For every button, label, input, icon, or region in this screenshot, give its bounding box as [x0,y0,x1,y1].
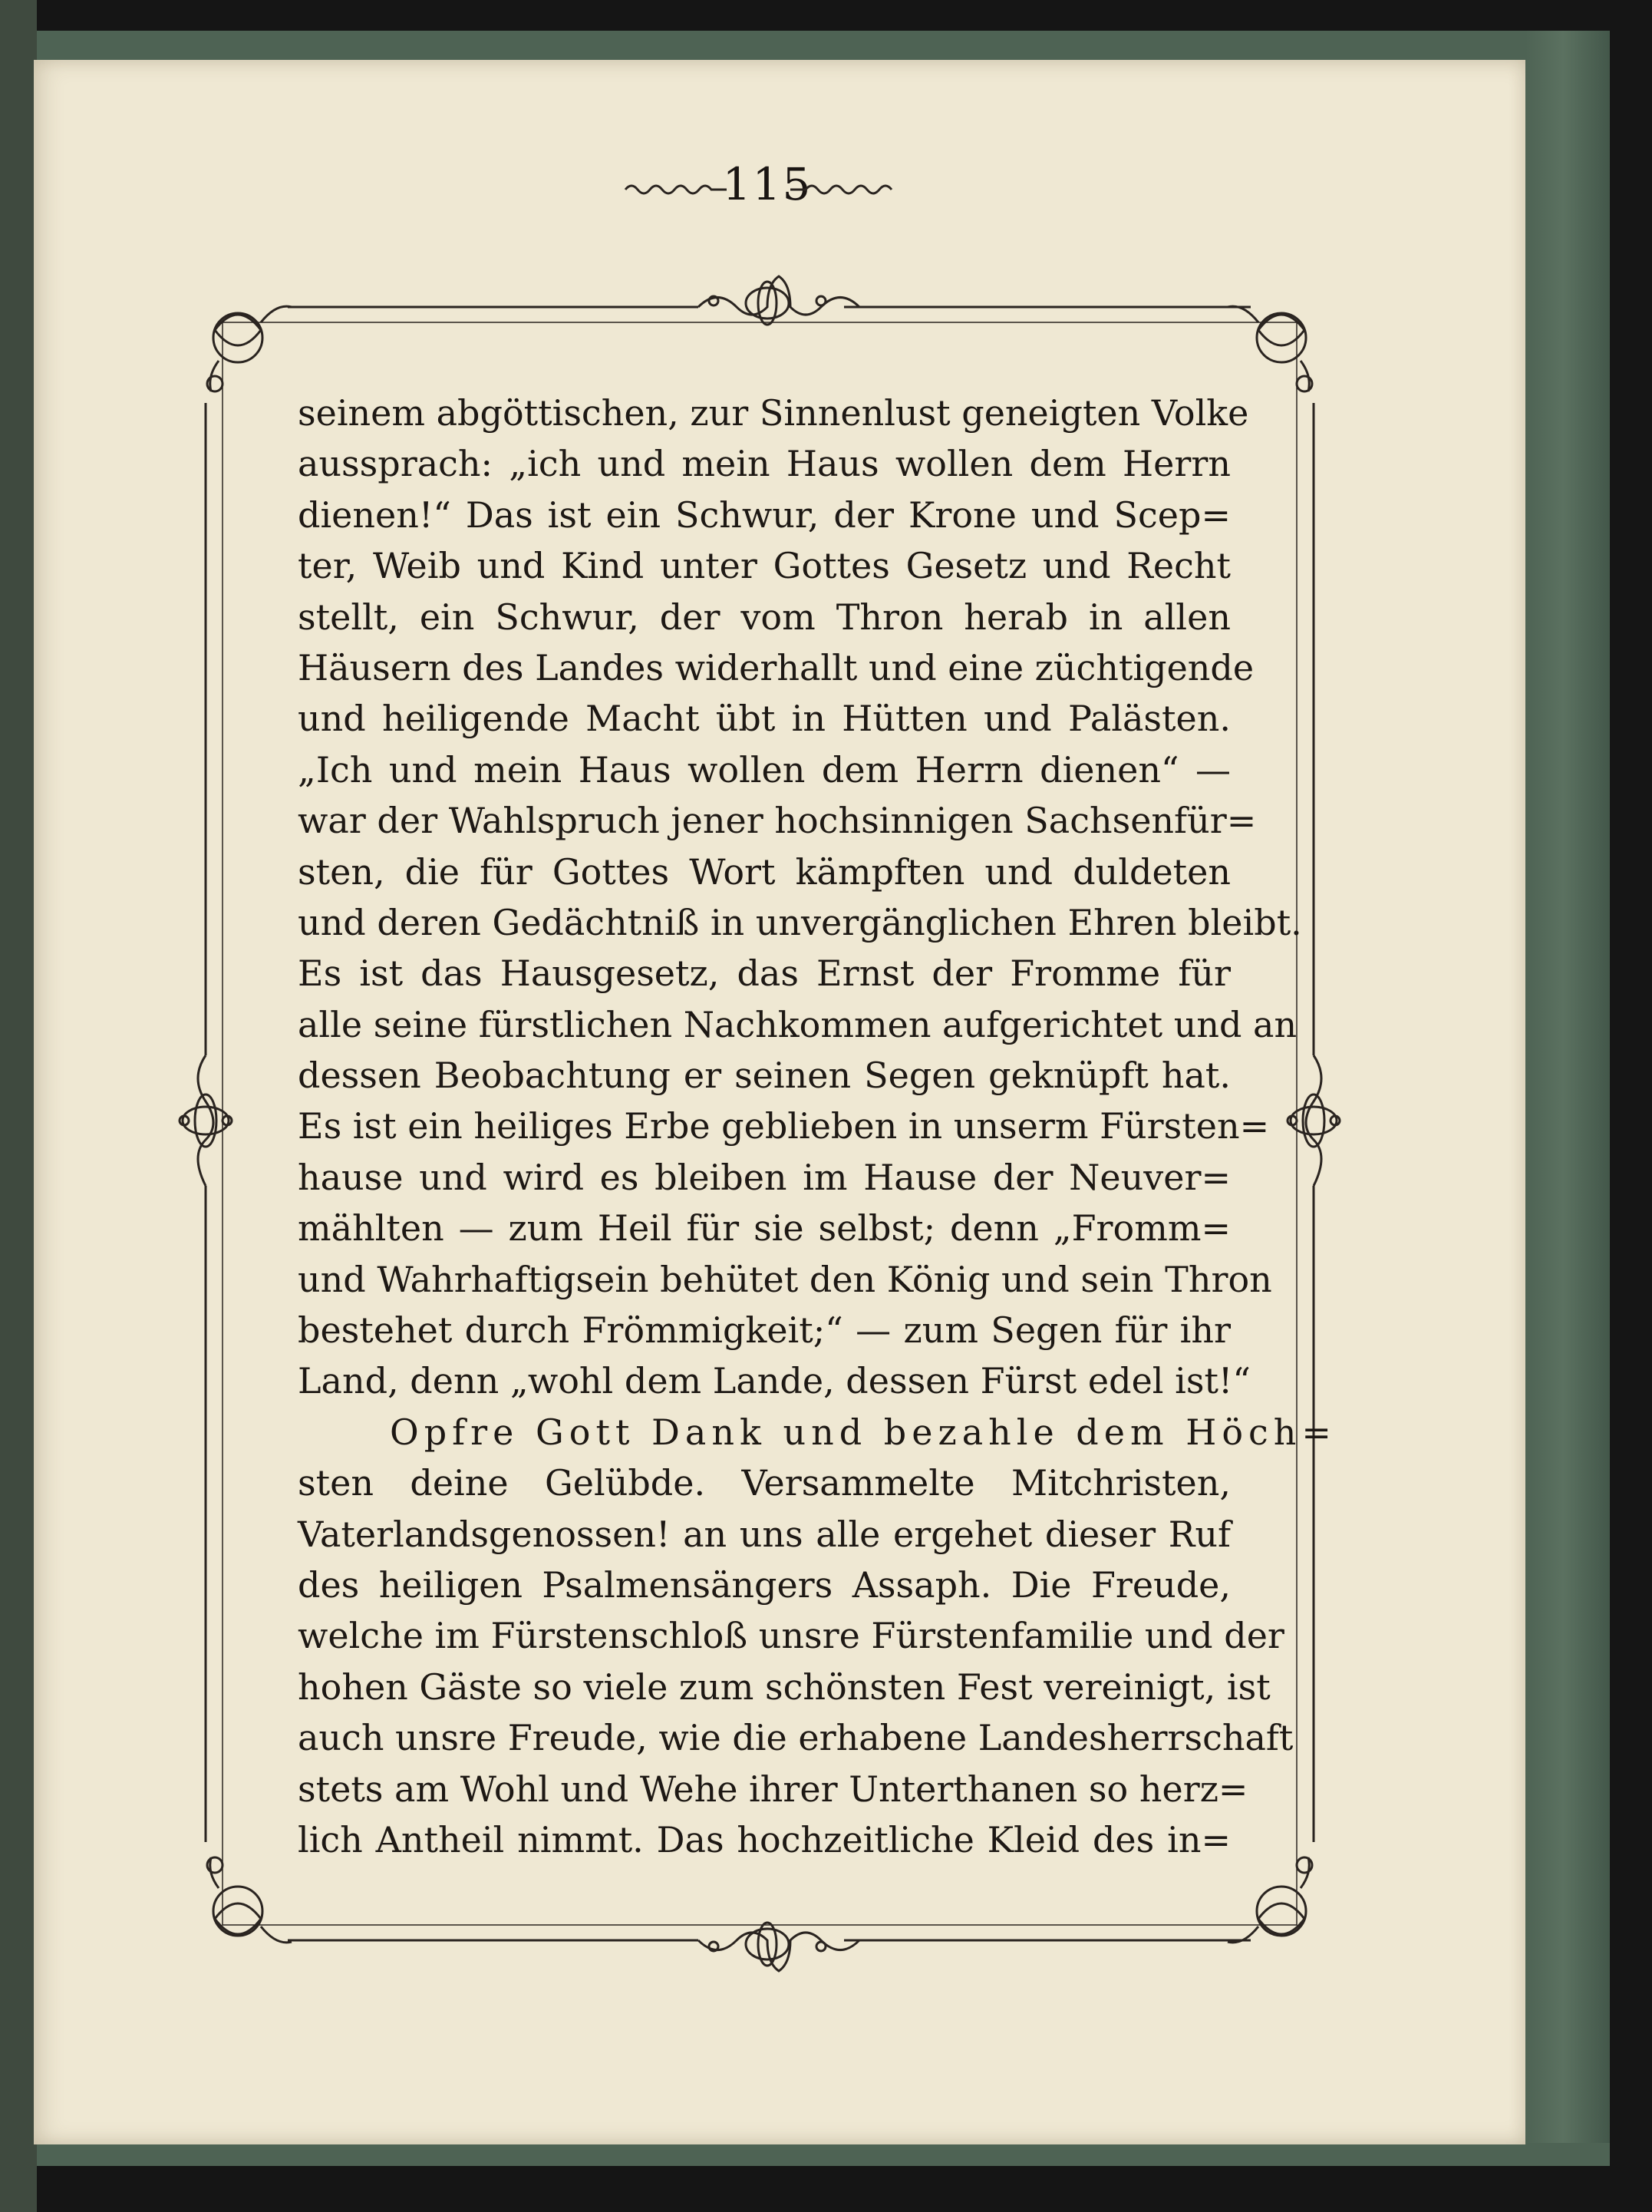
text-line: Vaterlandsgenossen! an uns alle ergehet dieser Ruf [298,1513,1231,1555]
side-ornament-left-icon [180,1055,232,1186]
text-line: des heiligen Psalmensängers Assaph. Die Freude, [298,1563,1231,1606]
text-line: bestehet durch Frömmigkeit;“ — zum Segen für ihr [298,1309,1231,1352]
text-line: seinem abgöttischen, zur Sinnenlust geneigten Volke [298,392,1249,434]
text-line: hohen Gäste so viele zum schönsten Fest vereinigt, ist [298,1666,1271,1708]
corner-ornament-bottom-right-icon [1228,1857,1312,1943]
text-line: auch unsre Freude, wie die erhabene Landesherrschaft [298,1717,1294,1759]
text-line: war der Wahlspruch jener hochsinnigen Sachsenfür= [298,800,1257,842]
text-line: dienen!“ Das ist ein Schwur, der Krone und Scep= [298,494,1231,536]
page-number: 115 [722,158,813,210]
text-line: sten deine Gelübde. Versammelte Mitchristen, [298,1462,1231,1504]
text-line: welche im Fürstenschloß unsre Fürstenfamilie und der [298,1615,1284,1657]
text-line: dessen Beobachtung er seinen Segen geknüpft hat. [298,1055,1231,1097]
text-line: und deren Gedächtniß in unvergänglichen Ehren bleibt. [298,901,1302,943]
text-line: aussprach: „ich und mein Haus wollen dem Herrn [298,443,1231,485]
corner-ornament-bottom-left-icon [207,1857,292,1943]
text-line: hause und wird es bleiben im Hause der Neuver= [298,1156,1231,1198]
text-line: Häusern des Landes widerhallt und eine züchtigende [298,646,1255,688]
text-line: Land, denn „wohl dem Lande, dessen Fürst edel ist!“ [298,1360,1251,1402]
body-text [298,388,1337,1865]
text-line: sten, die für Gottes Wort kämpften und duldeten [298,850,1231,893]
corner-ornament-top-right-icon [1228,306,1312,391]
side-ornament-right-icon [1288,1055,1340,1186]
corner-ornament-top-left-icon [207,306,292,391]
top-center-ornament-icon [698,276,859,325]
text-line: Es ist das Hausgesetz, das Ernst der Fromme für [298,952,1231,995]
text-line: Opfre Gott Dank und bezahle dem Höch= [390,1411,1337,1453]
text-line: mählten — zum Heil für sie selbst; denn „Fromm= [298,1207,1231,1250]
text-line: Es ist ein heiliges Erbe geblieben in unserm Fürsten= [298,1105,1270,1147]
text-line: ter, Weib und Kind unter Gottes Gesetz und Recht [298,545,1231,587]
text-line: stellt, ein Schwur, der vom Thron herab in allen [298,596,1231,638]
text-line: lich Antheil nimmt. Das hochzeitliche Kleid des in= [298,1818,1231,1860]
text-line: und heiligende Macht übt in Hütten und Palästen. [298,698,1231,740]
text-line: stets am Wohl und Wehe ihrer Unterthanen so herz= [298,1768,1248,1810]
text-line: alle seine fürstlichen Nachkommen aufgerichtet und an [298,1003,1298,1045]
text-line: und Wahrhaftigsein behütet den König und sein Thron [298,1258,1272,1300]
text-line: „Ich und mein Haus wollen dem Herrn dienen“ — [298,748,1231,791]
bottom-center-ornament-icon [698,1923,859,1971]
